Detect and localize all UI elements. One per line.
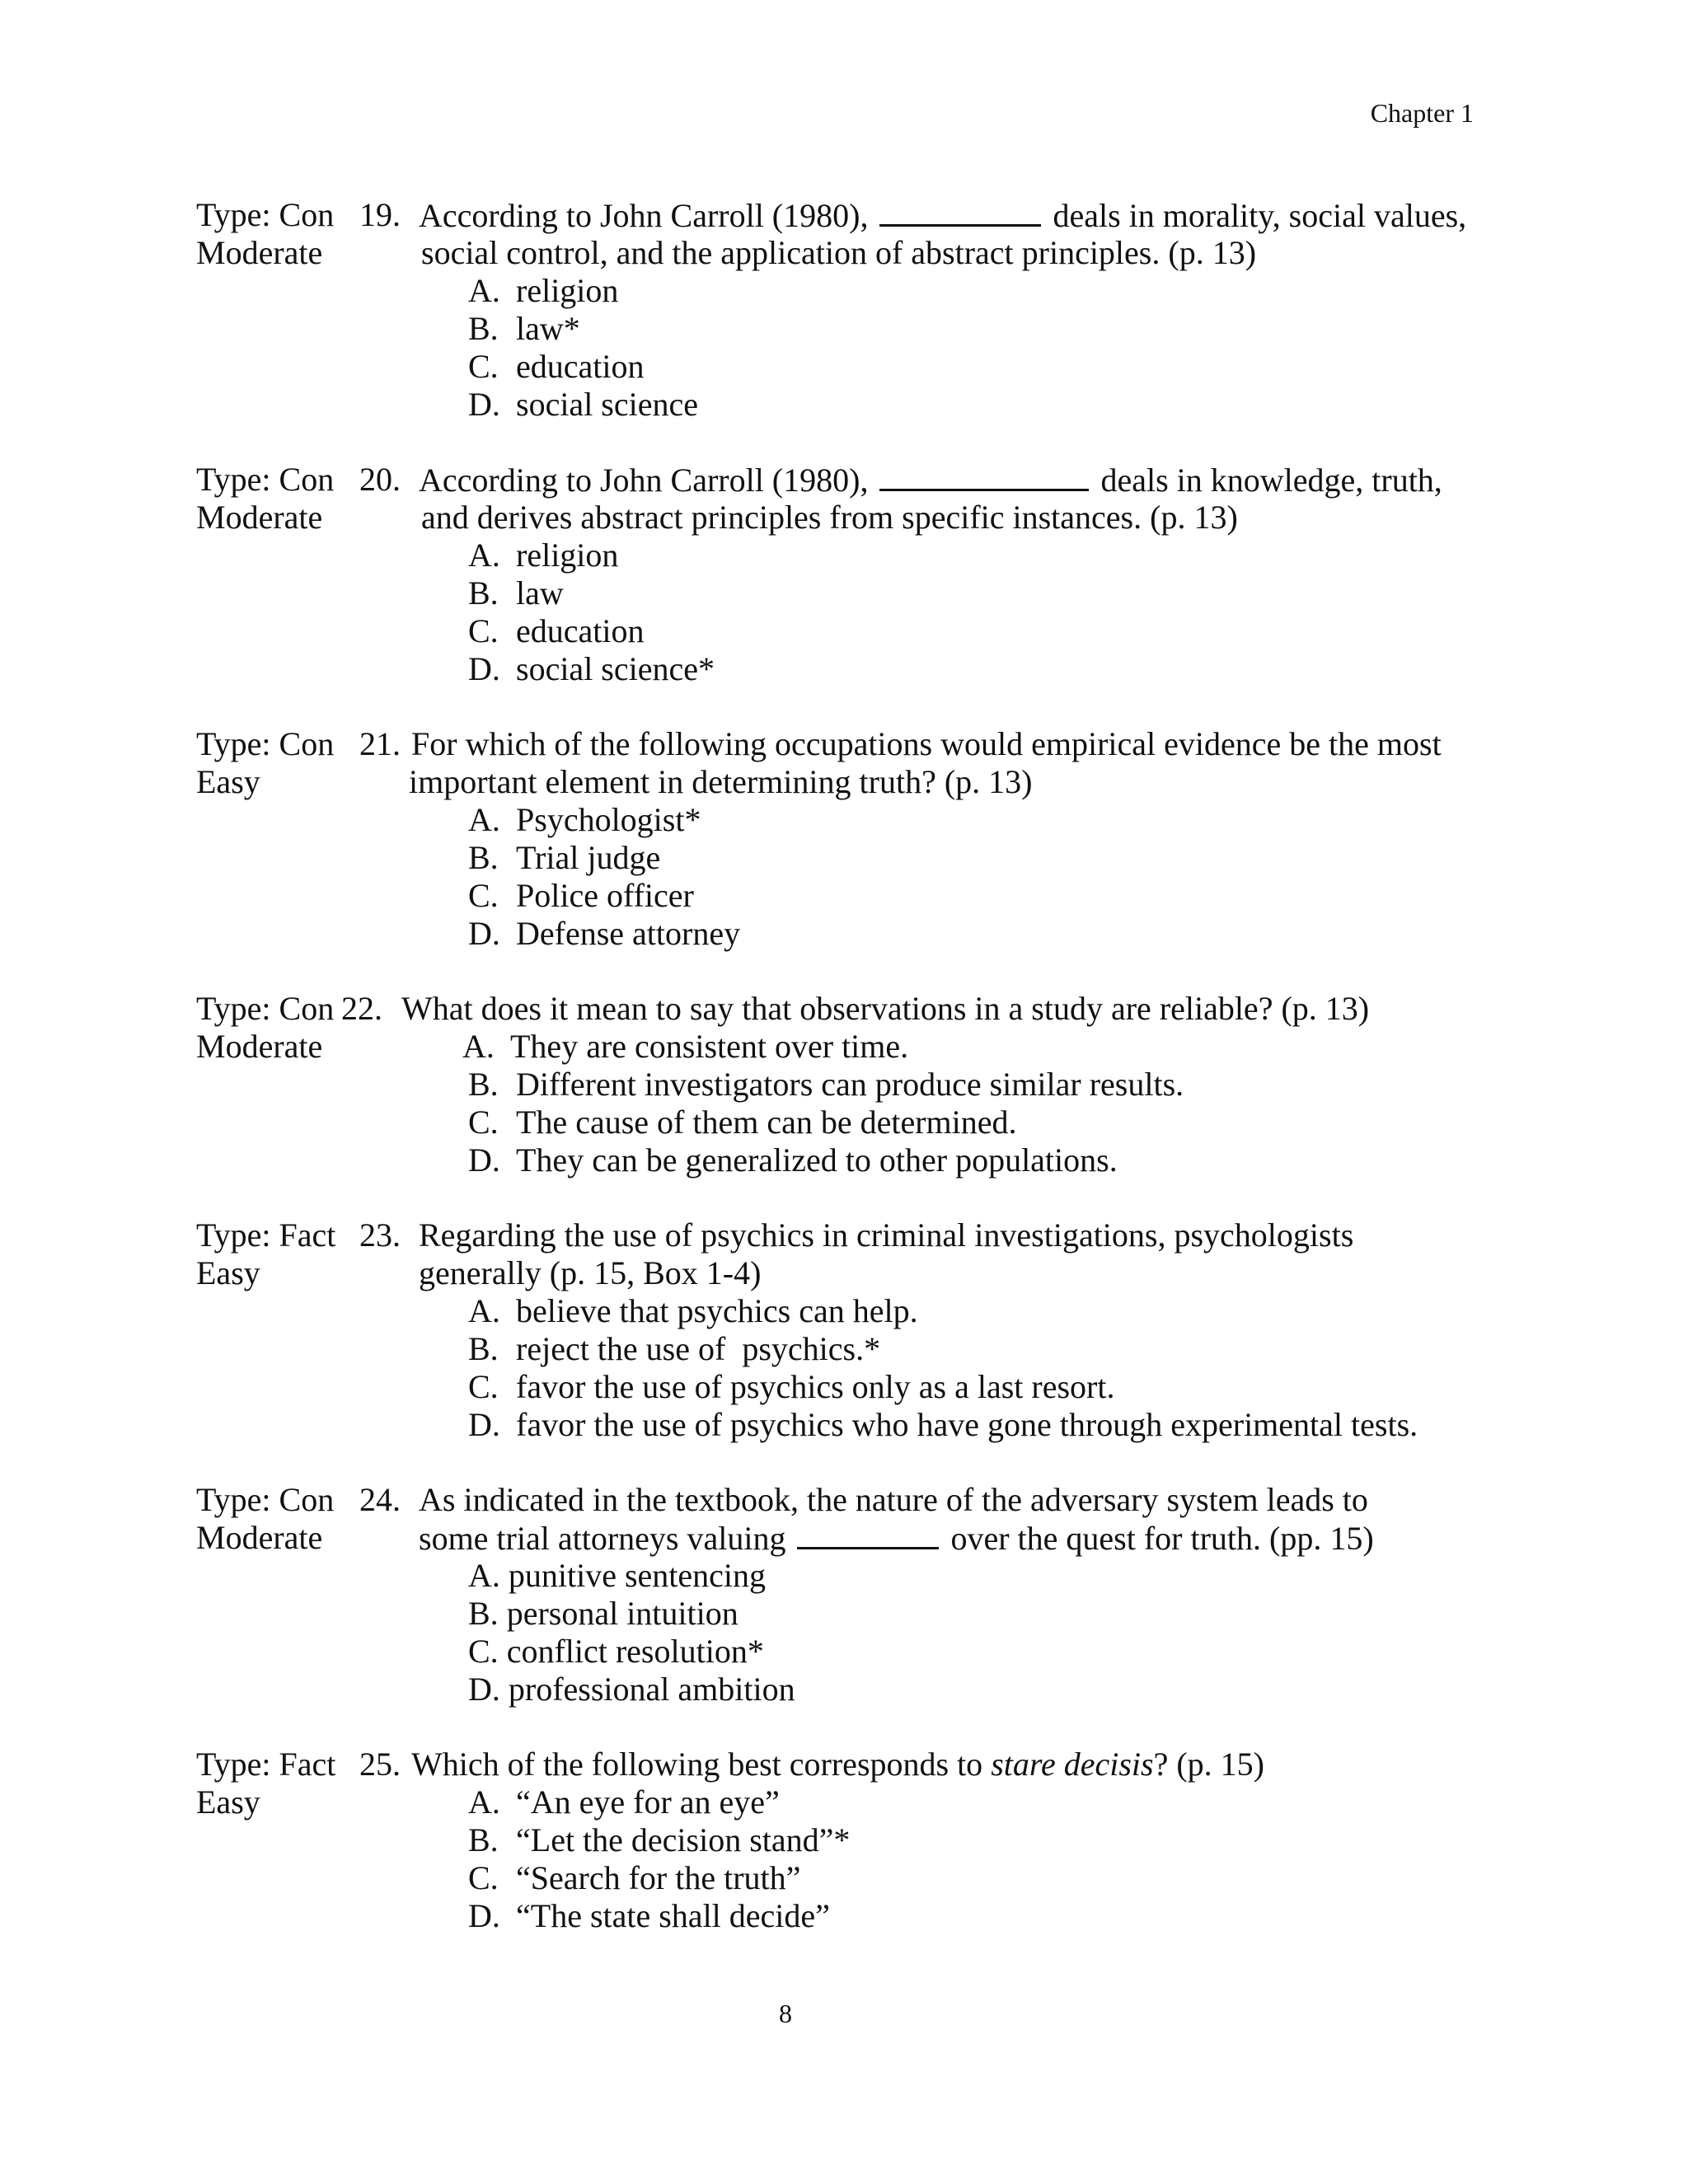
page-number: 8 [779, 1999, 792, 2028]
question-25 [0, 1746, 1688, 2125]
question-stem-line2: generally (p. 15, Box 1-4) [419, 1254, 762, 1291]
option-d: D. Defense attorney [468, 915, 741, 952]
chapter-header: Chapter 1 [1370, 98, 1474, 128]
option-c: C. The cause of them can be determined. [468, 1104, 1017, 1141]
question-type: Type: Fact [196, 1216, 336, 1254]
answer-blank [879, 196, 1041, 227]
question-difficulty: Easy [196, 1254, 260, 1291]
question-difficulty: Moderate [196, 234, 323, 271]
question-stem-line1: Regarding the use of psychics in criminal investigations, psychologists [419, 1216, 1354, 1254]
option-c: C. education [468, 348, 645, 385]
option-d: D. They can be generalized to other populations. [468, 1141, 1118, 1179]
question-number: 20. [359, 461, 401, 498]
question-type: Type: Con [196, 1481, 335, 1518]
option-d: D. favor the use of psychics who have gone through experimental tests. [468, 1406, 1418, 1443]
option-b: B. Trial judge [468, 839, 661, 876]
option-d: D. social science [468, 386, 698, 423]
option-c: C. favor the use of psychics only as a last resort. [468, 1368, 1115, 1405]
question-stem-line1: As indicated in the textbook, the nature of the adversary system leads to [419, 1481, 1368, 1518]
question-number: 23. [359, 1216, 401, 1254]
option-a: A. believe that psychics can help. [468, 1292, 918, 1329]
option-b: B. Different investigators can produce similar results. [468, 1066, 1184, 1103]
question-type: Type: Con [196, 461, 335, 498]
question-number: 21. [359, 725, 401, 762]
option-b: B. reject the use of psychics.* [468, 1330, 881, 1367]
option-a: A. “An eye for an eye” [468, 1783, 780, 1821]
question-stem-line1: For which of the following occupations would empirical evidence be the most [411, 725, 1442, 762]
option-a: A. religion [468, 537, 619, 574]
option-d: D. “The state shall decide” [468, 1897, 830, 1934]
question-stem-line2: and derives abstract principles from specific instances. (p. 13) [421, 499, 1238, 536]
answer-blank [797, 1519, 939, 1549]
option-b: B. “Let the decision stand”* [468, 1821, 851, 1858]
option-d: D. professional ambition [468, 1671, 795, 1708]
question-stem-line1: According to John Carroll (1980), deals in morality, social values, [419, 197, 1467, 234]
option-a: A. Psychologist* [468, 801, 701, 838]
question-stem-line2: important element in determining truth? (p. 13) [409, 763, 1033, 800]
option-a: A. religion [468, 272, 619, 309]
question-number: 19. [359, 196, 401, 233]
question-stem-line1: According to John Carroll (1980), deals in knowledge, truth, [419, 462, 1442, 499]
option-c: C. Police officer [468, 877, 694, 914]
question-number: 24. [359, 1481, 401, 1518]
option-b: B. personal intuition [468, 1595, 738, 1632]
question-difficulty: Moderate [196, 1028, 323, 1065]
answer-blank [879, 461, 1089, 491]
option-c: C. “Search for the truth” [468, 1859, 801, 1896]
question-difficulty: Easy [196, 763, 260, 800]
question-type: Type: Fact [196, 1746, 336, 1783]
question-number: 22. [341, 990, 382, 1027]
question-type: Type: Con [196, 725, 335, 762]
question-stem-line1: What does it mean to say that observations in a study are reliable? (p. 13) [401, 990, 1370, 1027]
option-c: C. education [468, 612, 645, 649]
option-d: D. social science* [468, 650, 715, 687]
question-type: Type: Con [196, 196, 335, 233]
question-type: Type: Con [196, 990, 335, 1027]
option-c: C. conflict resolution* [468, 1633, 764, 1670]
question-number: 25. [359, 1746, 401, 1783]
option-b: B. law* [468, 310, 580, 347]
question-difficulty: Moderate [196, 499, 323, 536]
question-stem-line2: some trial attorneys valuing over the quest for truth. (pp. 15) [419, 1520, 1374, 1557]
latin-term: stare decisis [991, 1746, 1154, 1783]
option-a: A. punitive sentencing [468, 1557, 767, 1594]
option-b: B. law [468, 574, 564, 612]
question-difficulty: Moderate [196, 1519, 323, 1556]
option-a: A. They are consistent over time. [462, 1028, 909, 1065]
question-difficulty: Easy [196, 1783, 260, 1821]
question-stem-line2: social control, and the application of abstract principles. (p. 13) [421, 234, 1257, 271]
question-stem-line1: Which of the following best corresponds to stare decisis? (p. 15) [411, 1746, 1264, 1783]
